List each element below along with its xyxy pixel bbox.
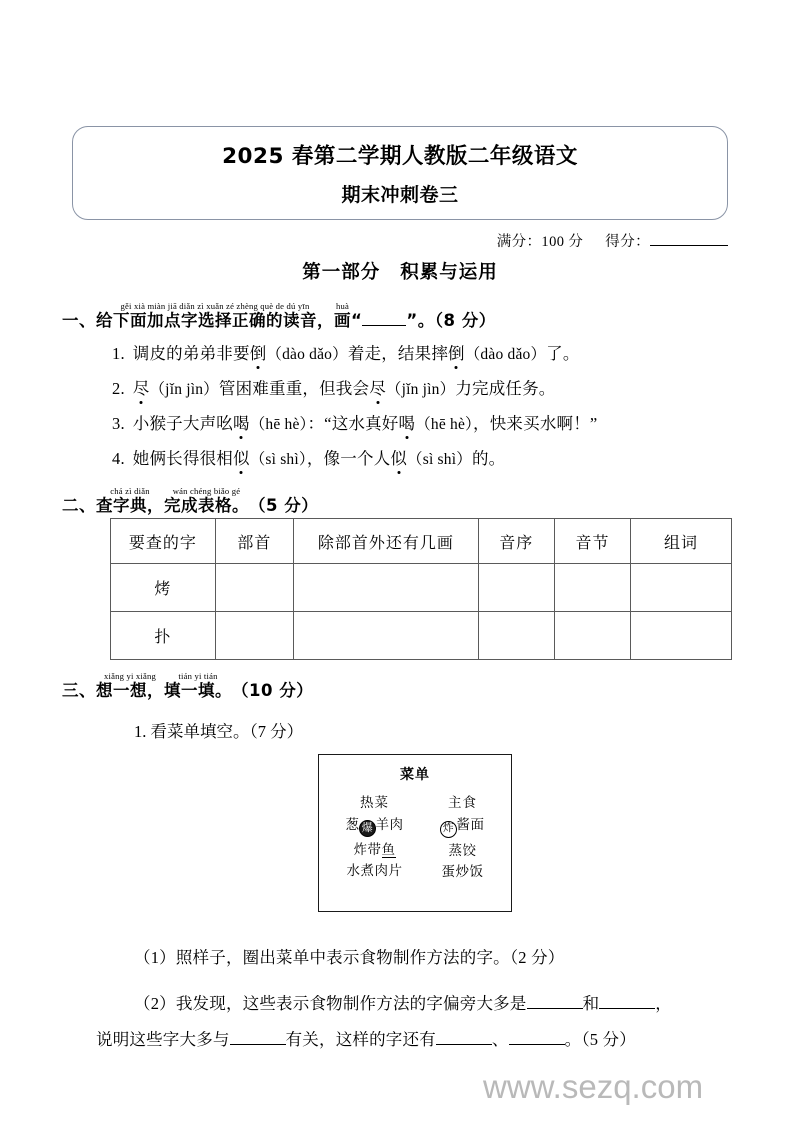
exam-title-line-2: 期末冲刺卷三 — [341, 184, 459, 206]
menu-card-title: 菜单 — [400, 768, 430, 783]
menu-column-hot-dishes — [346, 791, 404, 880]
menu-columns — [319, 791, 511, 880]
table-cell-answer[interactable] — [215, 612, 293, 660]
section-1-quote-open: “ — [351, 311, 363, 331]
question-index: 2. — [112, 379, 125, 398]
table-header-cell: 音序 — [478, 519, 554, 564]
question-text-part-3: ，快来买水啊！” — [473, 414, 598, 433]
section-1-ruby-hua — [334, 302, 351, 331]
pinyin-choice-1[interactable]: （sì shì） — [249, 451, 307, 468]
section-2-text-b: 完成表格。 — [164, 496, 249, 516]
question-text-part-1: 小猴子大声吆 — [132, 414, 233, 433]
menu-item[interactable] — [449, 844, 477, 859]
answer-blank[interactable] — [509, 1031, 565, 1045]
question-index: 3. — [112, 414, 125, 433]
table-cell-answer[interactable] — [631, 564, 732, 612]
question-item — [112, 340, 580, 364]
menu-item-suffix: 酱面 — [456, 817, 485, 832]
section-1-answer-slot[interactable] — [362, 313, 406, 326]
question-item — [112, 410, 597, 434]
exam-title-line-1: 2025 春第二学期人教版二年级语文 — [222, 144, 578, 169]
earned-score-blank[interactable] — [650, 233, 728, 246]
section-2-ruby-a — [96, 487, 164, 516]
part-heading-left: 第一部分 — [302, 262, 381, 283]
q2-line2-part-1: 说明这些字大多与 — [96, 1030, 230, 1049]
q2-text-part-2: 和 — [582, 994, 600, 1013]
section-2-ruby-b — [164, 487, 249, 516]
menu-item-suffix: 鱼 — [381, 842, 396, 857]
score-line — [497, 230, 728, 251]
dotted-char: 似 — [390, 445, 407, 469]
section-3-ruby-b — [164, 672, 232, 701]
table-header-cell: 组词 — [631, 519, 732, 564]
section-1-pinyin: gěi xià miàn jiā diǎn zì xuǎn zé zhèng què de dú yīn — [120, 301, 310, 311]
question-text-part-2: ：“这水真好 — [307, 414, 399, 433]
table-cell-answer[interactable] — [478, 612, 554, 660]
menu-item-prefix: 蒸饺 — [448, 843, 477, 858]
q2-line2-part-3: 、 — [491, 1030, 509, 1049]
circled-char-icon: 爆 — [359, 820, 376, 837]
section-3-ruby-a — [96, 672, 164, 701]
section-2-heading — [62, 487, 318, 516]
circled-char-icon: 炸 — [440, 821, 457, 838]
question-text-part-3: 的。 — [471, 449, 506, 468]
menu-item-prefix: 炸带 — [353, 842, 382, 857]
section-3-text-a: 想一想， — [96, 681, 164, 701]
table-row — [111, 564, 732, 612]
section-3-question-2-line-1 — [134, 990, 672, 1014]
section-1-ruby-main — [96, 302, 334, 331]
menu-item-suffix: 羊肉 — [375, 817, 404, 832]
section-2-number: 二、 — [62, 496, 96, 516]
answer-blank[interactable] — [230, 1031, 286, 1045]
dotted-char: 喝 — [233, 410, 250, 434]
question-text-part-3: 力完成任务。 — [455, 379, 556, 398]
question-text-part-3: 了。 — [546, 344, 580, 363]
section-3-tail: （10 分） — [232, 681, 314, 701]
table-cell-answer[interactable] — [293, 564, 478, 612]
dotted-char: 尽 — [133, 375, 150, 399]
dotted-char: 喝 — [399, 410, 416, 434]
site-watermark: www.sezq.com — [483, 1068, 704, 1105]
section-2-pinyin-a: chá zì diǎn — [110, 486, 150, 496]
section-1-tail: 。（8 分） — [417, 311, 496, 331]
q2-line2-part-2: 有关，这样的字还有 — [285, 1030, 436, 1049]
pinyin-choice-2[interactable]: （hē hè） — [415, 416, 474, 433]
part-heading-right: 积累与运用 — [400, 262, 498, 283]
menu-column-heading: 热菜 — [360, 795, 389, 810]
pinyin-choice-1[interactable]: （hē hè） — [249, 416, 308, 433]
section-3-number: 三、 — [62, 681, 96, 701]
part-heading — [0, 258, 800, 284]
exam-title-box — [72, 126, 728, 220]
dotted-char: 倒 — [448, 340, 465, 364]
menu-item[interactable] — [441, 818, 485, 838]
menu-item[interactable] — [442, 865, 484, 880]
dictionary-table — [110, 518, 732, 660]
section-1-quote-close: ” — [406, 311, 418, 331]
q2-text-part-1: （2）我发现，这些表示食物制作方法的字偏旁大多是 — [134, 994, 527, 1013]
question-text-part-2: ，像一个人 — [306, 449, 391, 468]
menu-item-prefix: 蛋炒饭 — [441, 863, 484, 879]
table-header-cell: 音节 — [554, 519, 630, 564]
menu-column-heading: 主食 — [448, 795, 477, 810]
pinyin-choice-2[interactable]: （jǐn jìn） — [385, 381, 456, 398]
table-cell-answer[interactable] — [478, 564, 554, 612]
menu-item[interactable] — [354, 843, 396, 858]
answer-blank[interactable] — [527, 995, 583, 1009]
menu-column-staple-food — [441, 791, 485, 880]
table-cell-character: 扑 — [111, 612, 216, 660]
earned-score-label: 得分： — [605, 234, 650, 250]
section-2-pinyin-b: wán chéng biǎo gé — [172, 486, 241, 496]
section-3-pinyin-a: xiǎng yi xiǎng — [104, 671, 156, 681]
menu-item[interactable] — [347, 864, 403, 879]
table-cell-answer[interactable] — [554, 612, 630, 660]
question-item — [112, 445, 505, 469]
table-header-cell: 要查的字 — [111, 519, 216, 564]
section-2-tail: （5 分） — [249, 496, 319, 516]
table-cell-character: 烤 — [111, 564, 216, 612]
menu-item-prefix: 水煮肉片 — [346, 862, 403, 878]
table-cell-answer[interactable] — [293, 612, 478, 660]
section-1-text-b: 画 — [334, 311, 351, 331]
section-1-pinyin-hua: huà — [335, 301, 349, 311]
question-text-part-1: 调皮的弟弟非要 — [132, 344, 250, 363]
answer-blank[interactable] — [436, 1031, 492, 1045]
question-text-part-2: 管困难重重，但我会 — [218, 379, 370, 398]
question-item — [112, 375, 556, 399]
section-1-text-a: 给下面加点字选择正确的读音， — [96, 311, 334, 331]
section-1-heading — [62, 302, 496, 331]
answer-blank[interactable] — [599, 995, 655, 1009]
table-header-cell: 部首 — [215, 519, 293, 564]
question-text-part-2: 着走，结果摔 — [347, 344, 449, 363]
dotted-char: 倒 — [250, 340, 267, 364]
section-3-question-1: （1）照样子，圈出菜单中表示食物制作方法的字。（2 分） — [134, 948, 565, 967]
q2-line2-part-4: 。（5 分） — [564, 1030, 636, 1049]
pinyin-choice-1[interactable]: （jǐn jìn） — [149, 381, 219, 398]
pinyin-choice-1[interactable]: （dào dǎo） — [266, 346, 348, 363]
table-cell-answer[interactable] — [631, 612, 732, 660]
section-3-text-b: 填一填。 — [164, 681, 232, 701]
table-cell-answer[interactable] — [215, 564, 293, 612]
menu-item-prefix: 葱 — [345, 817, 360, 832]
table-cell-answer[interactable] — [554, 564, 630, 612]
menu-card — [318, 754, 512, 912]
section-3-sub-question-1: 1. 看菜单填空。（7 分） — [134, 722, 304, 741]
dotted-char: 尽 — [369, 375, 386, 399]
full-score-label: 满分：100 分 — [496, 234, 584, 250]
section-1-number: 一、 — [62, 311, 96, 331]
section-2-text-a: 查字典， — [96, 496, 164, 516]
question-text-part-1: 她俩长得很相 — [132, 449, 233, 468]
table-header-row — [111, 519, 732, 564]
section-3-heading — [62, 672, 313, 701]
dotted-char: 似 — [233, 445, 250, 469]
table-header-cell: 除部首外还有几画 — [293, 519, 478, 564]
section-3-pinyin-b: tián yi tián — [178, 671, 218, 681]
question-index: 1. — [112, 344, 125, 363]
menu-item[interactable] — [346, 818, 404, 837]
q2-text-part-3: ， — [655, 994, 672, 1013]
pinyin-choice-2[interactable]: （sì shì） — [407, 451, 472, 468]
section-3-question-2-line-2 — [96, 1026, 636, 1050]
table-row — [111, 612, 732, 660]
question-index: 4. — [112, 449, 125, 468]
pinyin-choice-2[interactable]: （dào dǎo） — [464, 346, 547, 363]
